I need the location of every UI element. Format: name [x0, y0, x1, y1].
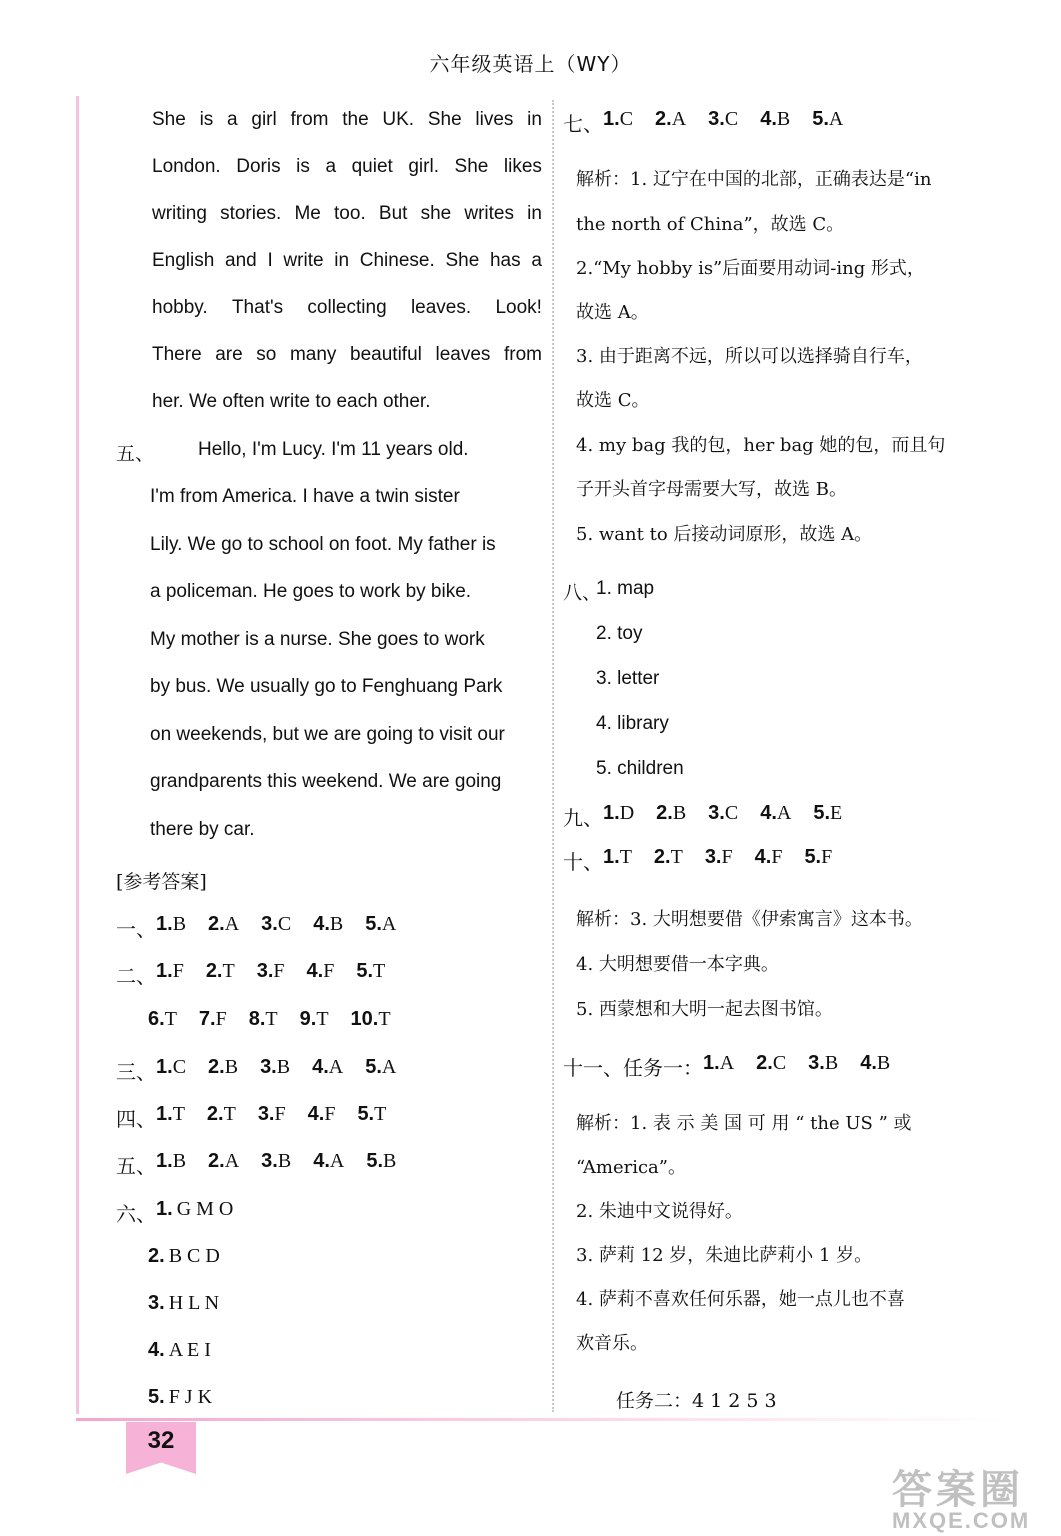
analysis-line: 欢音乐。: [576, 1333, 648, 1354]
column-divider: [552, 100, 554, 1412]
task-label: 任务一：: [623, 1056, 703, 1080]
passage-line: She is a girl from the UK. She lives in: [152, 109, 542, 130]
reference-answers-heading: [参考答案]: [116, 871, 207, 893]
section-label: 五、: [116, 1154, 156, 1178]
answer-row: 六、 1. G M O: [116, 1198, 234, 1226]
section-label: 六、: [116, 1202, 156, 1226]
passage-line: a policeman. He goes to work by bike.: [150, 581, 472, 602]
answer-row: 十一、 任务一： 1. A 2. C 3. B 4. B: [563, 1052, 891, 1080]
passage-line: I'm from America. I have a twin sister: [150, 486, 460, 507]
analysis-line: 4. 萨莉不喜欢任何乐器，她一点儿也不喜: [576, 1289, 905, 1310]
answer-row: 一、 1. B 2. A 3. C 4. B 5. A: [116, 913, 397, 941]
analysis-line: 解析：1. 表 示 美 国 可 用 “ the US ” 或: [576, 1113, 912, 1134]
analysis-line: 解析：1. 辽宁在中国的北部，正确表达是“in: [576, 169, 932, 190]
analysis-line: 故选 C。: [576, 390, 650, 411]
section-label: 八、: [563, 582, 602, 604]
passage-line: on weekends, but we are going to visit our: [150, 724, 505, 745]
answer-word: 3. letter: [596, 668, 660, 689]
answer-row: 四、 1. T 2. T 3. F 4. F 5. T: [116, 1103, 387, 1131]
analysis-line: 解析：3. 大明想要借《伊索寓言》这本书。: [576, 909, 923, 930]
section-label: 十一、: [563, 1056, 623, 1080]
analysis-line: 5. want to 后接动词原形，故选 A。: [576, 524, 873, 545]
passage-line: English and I write in Chinese. She has a: [152, 250, 542, 271]
answer-row: 三、 1. C 2. B 3. B 4. A 5. A: [116, 1056, 397, 1084]
passage-line: by bus. We usually go to Fenghuang Park: [150, 676, 503, 697]
answer-word: 1. map: [596, 578, 655, 599]
passage-line: writing stories. Me too. But she writes in: [152, 203, 542, 224]
answer-word: 5. children: [596, 758, 684, 779]
answer-row: 2. B C D: [148, 1245, 220, 1267]
section-label: 九、: [563, 806, 603, 830]
answer-row: 6. T 7. F 8. T 9. T 10. T: [148, 1008, 391, 1030]
answer-word: 4. library: [596, 713, 669, 734]
analysis-line: “America”。: [576, 1157, 686, 1178]
passage-line: Hello, I'm Lucy. I'm 11 years old.: [198, 439, 469, 460]
passage-line: grandparents this weekend. We are going: [150, 771, 502, 792]
answer-row: 九、 1. D 2. B 3. C 4. A 5. E: [563, 802, 843, 830]
task-two-answer: 任务二：4 1 2 5 3: [616, 1390, 777, 1412]
analysis-line: 5. 西蒙想和大明一起去图书馆。: [576, 999, 833, 1020]
answer-row: 五、 1. B 2. A 3. B 4. A 5. B: [116, 1150, 397, 1178]
analysis-line: 3. 由于距离不远，所以可以选择骑自行车，: [576, 346, 923, 367]
answer-row: 七、 1. C 2. A 3. C 4. B 5. A: [563, 108, 844, 136]
passage-line: There are so many beautiful leaves from: [152, 344, 542, 365]
section-label: 二、: [116, 964, 156, 988]
section-label: 七、: [563, 112, 603, 136]
answer-word: 2. toy: [596, 623, 643, 644]
answer-row: 5. F J K: [148, 1386, 213, 1408]
passage-line: there by car.: [150, 819, 255, 840]
watermark-logo: 答案圈 MXQE.COM: [892, 1468, 1031, 1533]
analysis-line: 2.“My hobby is”后面要用动词-ing 形式，: [576, 258, 925, 279]
passage-line: London. Doris is a quiet girl. She likes: [152, 156, 542, 177]
section-label: 十、: [563, 850, 603, 874]
answer-row: 3. H L N: [148, 1292, 220, 1314]
section-label: 三、: [116, 1060, 156, 1084]
section-label: 一、: [116, 917, 156, 941]
section-label: 四、: [116, 1107, 156, 1131]
answer-row: 十、 1. T 2. T 3. F 4. F 5. F: [563, 846, 833, 874]
passage-line: My mother is a nurse. She goes to work: [150, 629, 485, 650]
passage-line: her. We often write to each other.: [152, 391, 431, 412]
section-label: 五、: [116, 443, 155, 465]
analysis-line: 4. my bag 我的包，her bag 她的包，而且句: [576, 435, 946, 456]
analysis-line: 子开头首字母需要大写，故选 B。: [576, 479, 847, 500]
footer-bar: [76, 1418, 1006, 1421]
answer-row: 4. A E I: [148, 1339, 211, 1361]
analysis-line: 2. 朱迪中文说得好。: [576, 1201, 743, 1222]
left-margin-rule: [76, 96, 79, 1414]
passage-line: hobby. That's collecting leaves. Look!: [152, 297, 542, 318]
analysis-line: 4. 大明想要借一本字典。: [576, 954, 779, 975]
passage-line: Lily. We go to school on foot. My father is: [150, 534, 496, 555]
page-header: 六年级英语上（WY）: [429, 52, 632, 76]
answer-row: 二、 1. F 2. T 3. F 4. F 5. T: [116, 960, 386, 988]
page-number: 32: [147, 1427, 175, 1454]
analysis-line: the north of China”，故选 C。: [576, 214, 845, 235]
analysis-line: 故选 A。: [576, 302, 649, 323]
analysis-line: 3. 萨莉 12 岁，朱迪比萨莉小 1 岁。: [576, 1245, 873, 1266]
